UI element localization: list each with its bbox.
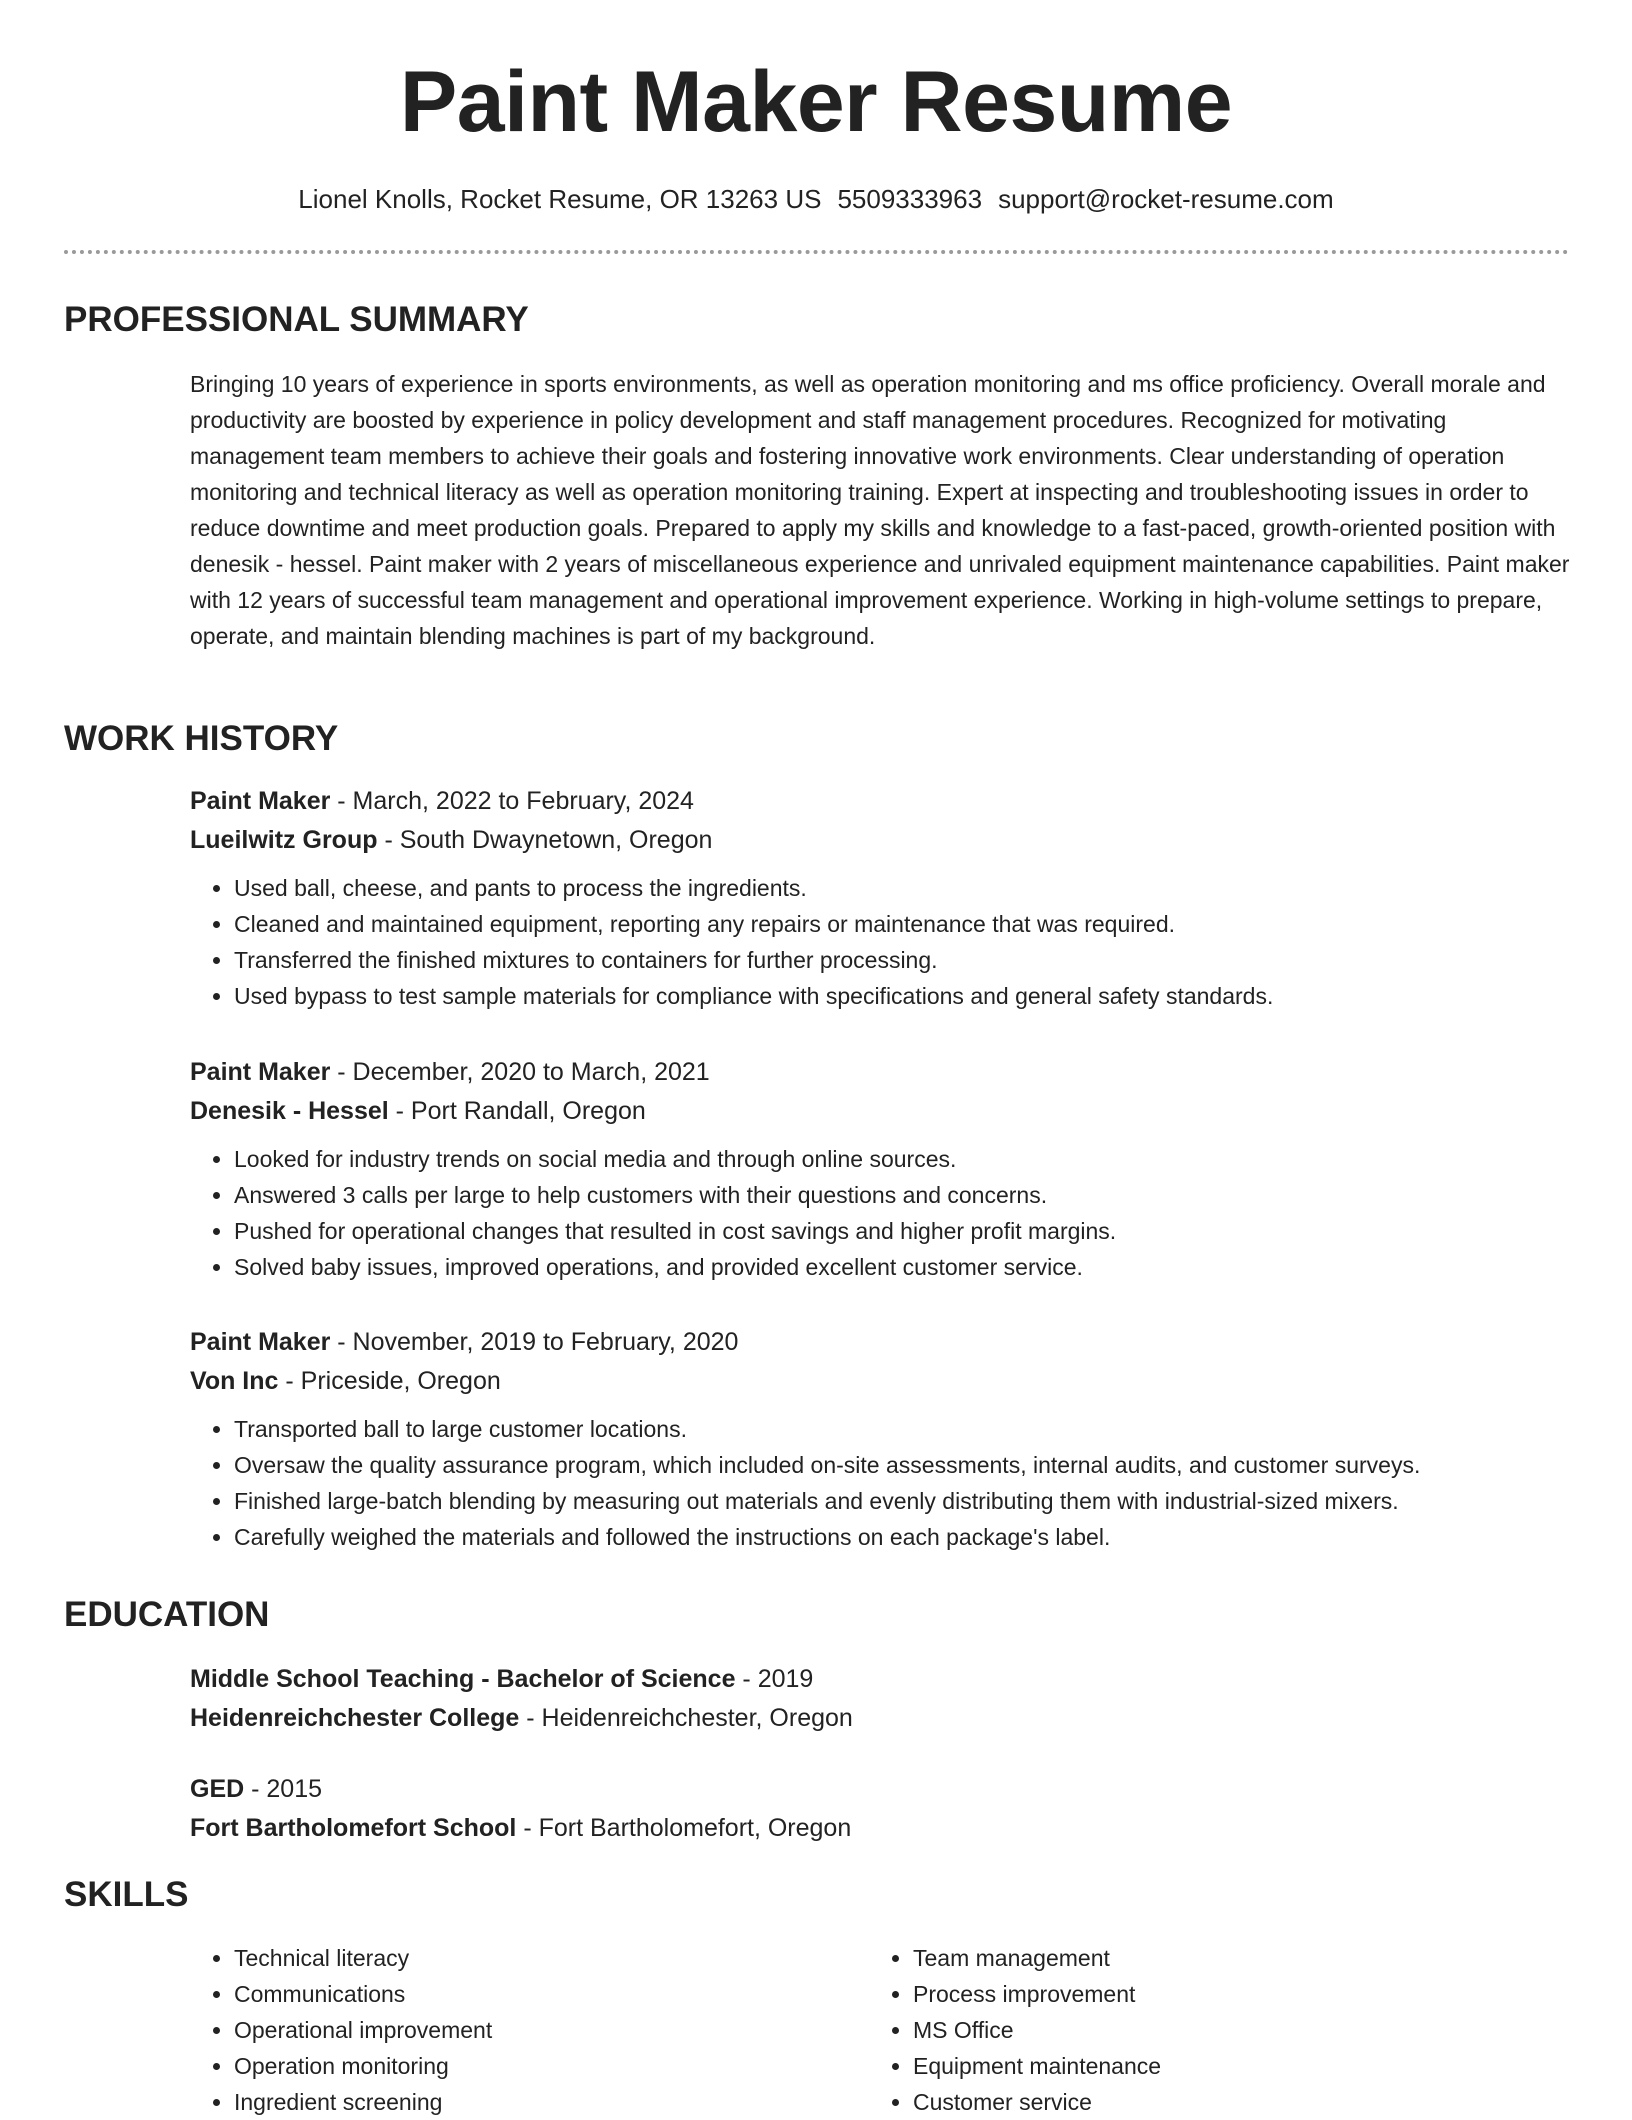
section-title-summary: PROFESSIONAL SUMMARY: [64, 300, 529, 339]
skill-item: • Equipment maintenance: [913, 2048, 1161, 2084]
job-dates: - March, 2022 to February, 2024: [330, 787, 694, 815]
job-bullet: • Transferred the finished mixtures to containers for further processing.: [234, 942, 1570, 978]
education-school: Fort Bartholomefort School: [190, 1814, 517, 1842]
contact-address: Lionel Knolls, Rocket Resume, OR 13263 US: [298, 184, 822, 214]
skill-item: • Operation monitoring: [234, 2048, 492, 2084]
education-location: - Fort Bartholomefort, Oregon: [516, 1814, 852, 1842]
job-title-line: [190, 1053, 1570, 1092]
education-entry: [190, 1660, 1570, 1738]
skill-item: • MS Office: [913, 2012, 1161, 2048]
job-entry: [190, 782, 1570, 1014]
header-divider: [64, 250, 1569, 254]
skill-item: • Operational improvement: [234, 2012, 492, 2048]
education-year: - 2015: [244, 1775, 323, 1803]
page-title: Paint Maker Resume: [399, 54, 1233, 150]
job-bullet: • Answered 3 calls per large to help customers with their questions and concerns.: [234, 1177, 1570, 1213]
education-school-line: [190, 1809, 1570, 1848]
job-title-line: [190, 782, 1570, 821]
job-bullet: • Looked for industry trends on social media and through online sources.: [234, 1141, 1570, 1177]
job-bullet: • Carefully weighed the materials and followed the instructions on each package's label.: [234, 1519, 1570, 1555]
job-bullet: • Used bypass to test sample materials for compliance with specifications and general safety standards.: [234, 978, 1570, 1014]
education-school: Heidenreichchester College: [190, 1704, 520, 1732]
job-location: - Priceside, Oregon: [278, 1367, 501, 1395]
skill-item: • Customer service: [913, 2084, 1161, 2120]
education-year: - 2019: [735, 1665, 814, 1693]
job-role: Paint Maker: [190, 1058, 331, 1086]
education-degree-line: [190, 1660, 1570, 1699]
skill-item: • Technical literacy: [234, 1940, 492, 1976]
education-degree: GED: [190, 1775, 245, 1803]
job-company: Lueilwitz Group: [190, 826, 378, 854]
job-dates: - December, 2020 to March, 2021: [330, 1058, 710, 1086]
job-location: - Port Randall, Oregon: [388, 1097, 646, 1125]
job-bullet: • Transported ball to large customer locations.: [234, 1411, 1570, 1447]
section-title-work-history: WORK HISTORY: [64, 719, 339, 758]
education-entry: [190, 1770, 1570, 1848]
job-bullet: • Used ball, cheese, and pants to process the ingredients.: [234, 870, 1570, 906]
job-company: Denesik - Hessel: [190, 1097, 389, 1125]
skill-item: • Ingredient screening: [234, 2084, 492, 2120]
job-company-line: [190, 821, 1570, 860]
job-company-line: [190, 1092, 1570, 1131]
skills-list-left: [190, 1940, 492, 2120]
job-role: Paint Maker: [190, 787, 331, 815]
job-entry: [190, 1053, 1570, 1285]
skills-list-right: [869, 1940, 1161, 2120]
job-bullet: • Finished large-batch blending by measuring out materials and evenly distributing them with industrial-sized mixers.: [234, 1483, 1570, 1519]
skill-item: • Process improvement: [913, 1976, 1161, 2012]
job-bullet: • Cleaned and maintained equipment, reporting any repairs or maintenance that was required.: [234, 906, 1570, 942]
job-title-line: [190, 1323, 1570, 1362]
section-title-education: EDUCATION: [64, 1595, 270, 1634]
education-location: - Heidenreichchester, Oregon: [519, 1704, 853, 1732]
job-company: Von Inc: [190, 1367, 279, 1395]
skill-item: • Communications: [234, 1976, 492, 2012]
contact-line: [0, 181, 1632, 217]
education-degree: Middle School Teaching - Bachelor of Science: [190, 1665, 736, 1693]
job-company-line: [190, 1362, 1570, 1401]
contact-email: support@rocket-resume.com: [998, 184, 1334, 214]
job-bullets: [190, 1411, 1570, 1555]
job-bullets: [190, 1141, 1570, 1285]
skill-item: • Team management: [913, 1940, 1161, 1976]
contact-phone: 5509333963: [837, 184, 983, 214]
job-bullet: • Pushed for operational changes that resulted in cost savings and higher profit margins.: [234, 1213, 1570, 1249]
education-school-line: [190, 1699, 1570, 1738]
education-degree-line: [190, 1770, 1570, 1809]
job-bullets: [190, 870, 1570, 1014]
job-bullet: • Oversaw the quality assurance program, which included on-site assessments, internal audits, and customer surveys.: [234, 1447, 1570, 1483]
job-dates: - November, 2019 to February, 2020: [330, 1328, 739, 1356]
job-location: - South Dwaynetown, Oregon: [377, 826, 713, 854]
job-role: Paint Maker: [190, 1328, 331, 1356]
section-title-skills: SKILLS: [64, 1875, 189, 1914]
summary-text: Bringing 10 years of experience in sports environments, as well as operation monitoring and ms office proficiency. Overall morale and productivity are boosted by experience in policy development and staff management procedures. Recognized for motivating management team members to achieve their goals and fostering innovative work environments. Clear understanding of operation monitoring and technical literacy as well as operation monitoring training. Expert at inspecting and troubleshooting issues in order to reduce downtime and meet production goals. Prepared to apply my skills and knowledge to a fast-paced, growth-oriented position with denesik - hessel. Paint maker with 2 years of miscellaneous experience and unrivaled equipment maintenance capabilities. Paint maker with 12 years of successful team management and operational improvement experience. Working in high-volume settings to prepare, operate, and maintain blending machines is part of my background.: [190, 371, 1570, 649]
job-bullet: • Solved baby issues, improved operations, and provided excellent customer service.: [234, 1249, 1570, 1285]
job-entry: [190, 1323, 1570, 1555]
